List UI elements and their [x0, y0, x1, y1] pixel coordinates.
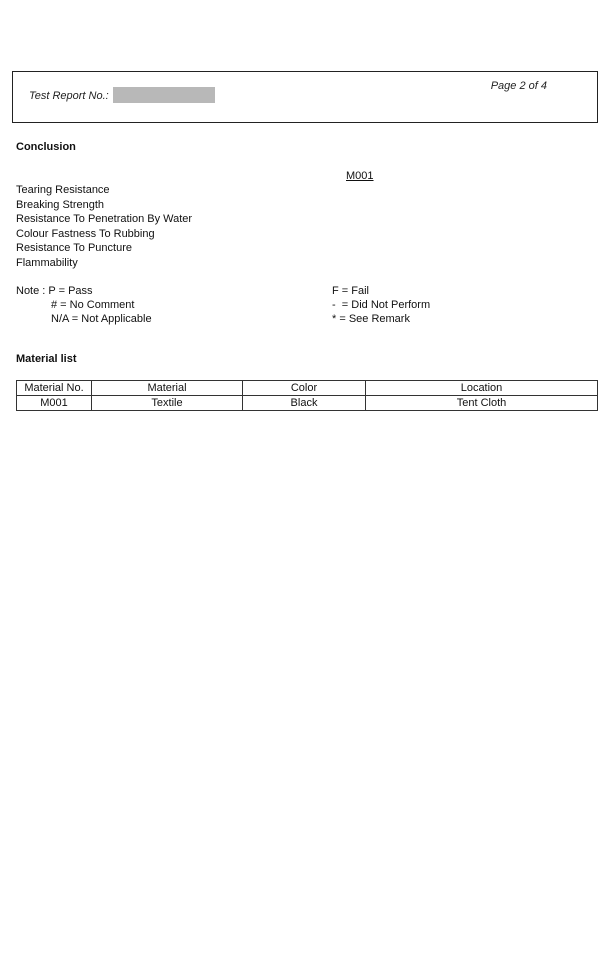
redacted-report-number: [113, 87, 215, 103]
table-row: [17, 396, 598, 411]
test-item: Colour Fastness To Rubbing: [16, 227, 155, 240]
report-number-label: Test Report No.:: [29, 89, 109, 102]
report-number: [29, 88, 215, 104]
test-item: Tearing Resistance: [16, 184, 110, 196]
test-item: Resistance To Penetration By Water: [16, 213, 193, 226]
test-list: [16, 183, 192, 271]
table-cell: Tent Cloth: [366, 396, 598, 411]
material-table: [16, 380, 598, 411]
conclusion-heading: Conclusion: [16, 141, 76, 153]
test-item: Flammability: [16, 256, 78, 269]
notes-left: [16, 284, 152, 326]
notes-right: [332, 284, 430, 326]
table-cell: Textile: [92, 396, 243, 411]
page-number: Page 2 of 4: [490, 80, 547, 92]
column-header: Material No.: [17, 381, 92, 396]
table-cell: Black: [243, 396, 366, 411]
test-item: Resistance To Puncture: [16, 242, 132, 255]
note-line: N/A = Not Applicable: [51, 313, 152, 325]
note-line: # = No Comment: [51, 299, 135, 311]
column-header: Color: [243, 381, 366, 396]
note-line: * = See Remark: [332, 313, 410, 325]
note-line: - = Did Not Perform: [332, 299, 431, 311]
material-list-heading: Material list: [16, 353, 77, 365]
column-header: Material: [92, 381, 243, 396]
note-line: Note : P = Pass: [16, 285, 93, 297]
note-line: F = Fail: [332, 285, 369, 297]
conclusion-column-header: M001: [346, 170, 374, 182]
table-cell: M001: [17, 396, 92, 411]
column-header: Location: [366, 381, 598, 396]
report-header-box: [12, 71, 598, 123]
table-header-row: [17, 381, 598, 396]
test-item: Breaking Strength: [16, 198, 105, 211]
